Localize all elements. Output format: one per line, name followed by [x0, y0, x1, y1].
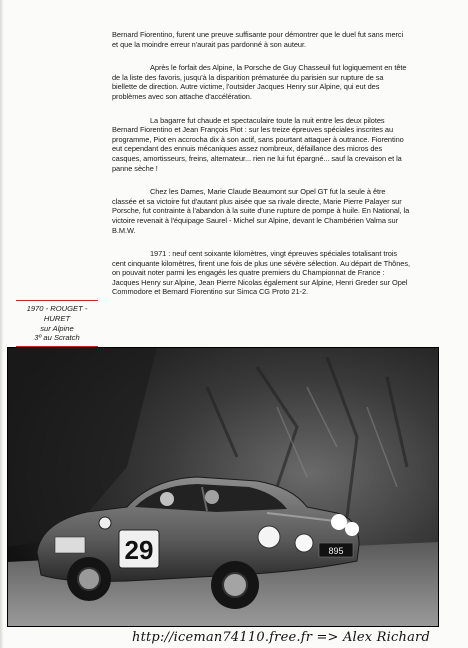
headlight-right: [295, 534, 313, 552]
caption-line-1: 1970 - ROUGET -: [26, 304, 88, 313]
photo-caption: [14, 300, 100, 347]
paragraph-1: Bernard Fiorentino, furent une preuve suffisante pour démontrer que le duel fut sans merci et que la moindre erreur n'aurait pas pardonné à son auteur.: [112, 30, 404, 49]
paragraph-4: Chez les Dames, Marie Claude Beaumont sur Opel GT fut la seule à être classée et sa victoire fut d'autant plus aisée que sa rivale directe, Marie Pierre Palayer sur Porsche, fut contrainte à l'abandon à la suite d'une rupture de pompe à huile. En National, la victoire revenait à l'équipage Saurel - Michel sur Alpine, devant le Chambérien Valma sur B.M.W.: [112, 187, 410, 235]
caption-rule-top: [16, 300, 98, 301]
article-text: [112, 30, 410, 311]
race-number: 29: [124, 535, 154, 565]
plate-text: 895: [328, 546, 344, 556]
caption-line-4: 3º au Scratch: [34, 333, 80, 343]
footer-credit: http://iceman74110.free.fr => Alex Richard: [132, 630, 430, 645]
paragraph-3: La bagarre fut chaude et spectaculaire toute la nuit entre les deux pilotes Bernard Fiorentino et Jean François Piot : sur les treize épreuves spéciales inscrites au programme, Piot en accrocha dix à son actif, sans pourtant attaquer à outrance. Fiorentino eut cependant des ennuis mécaniques assez nombreux, défaillance des micros des casques, amortisseurs, freins, alternateur... rien ne lui fut épargné... sauf la crevaison et la panne sèche !: [112, 115, 404, 173]
spot-light-1: [331, 514, 347, 530]
paragraph-5: 1971 : neuf cent soixante kilomètres, vingt épreuves spéciales totalisant trois cent cinquante kilomètres, firent une fois de plus une sévère sélection. Au départ de Thônes, on pouvait noter parmi les engagés les quatre premiers du Championnat de France : Jacques Henry sur Alpine, Jean Pierre Nicolas également sur Alpine, Henri Greder sur Opel Commodore et Bernard Fiorentino sur Simca CG Proto 21-2.: [112, 249, 411, 297]
headlight-left: [258, 526, 280, 548]
rally-sticker: [55, 537, 85, 553]
spot-light-2: [345, 522, 359, 536]
caption-line-2: HURET: [43, 313, 71, 323]
rally-car-photo: [7, 347, 439, 627]
rally-car-photo-svg: [7, 347, 439, 627]
page-spine: [0, 0, 3, 648]
paragraph-2: Après le forfait des Alpine, la Porsche de Guy Chasseuil fut logiquement en tête de la liste des favoris, jusqu'à la disparition prématurée du parisien sur rupture de sa biellette de direction. Autre victime, l'outsider Jacques Henry sur Alpine, qui eut des problèmes avec son attache d'accélération.: [112, 63, 407, 101]
caption-line-3: sur Alpine: [40, 323, 74, 333]
